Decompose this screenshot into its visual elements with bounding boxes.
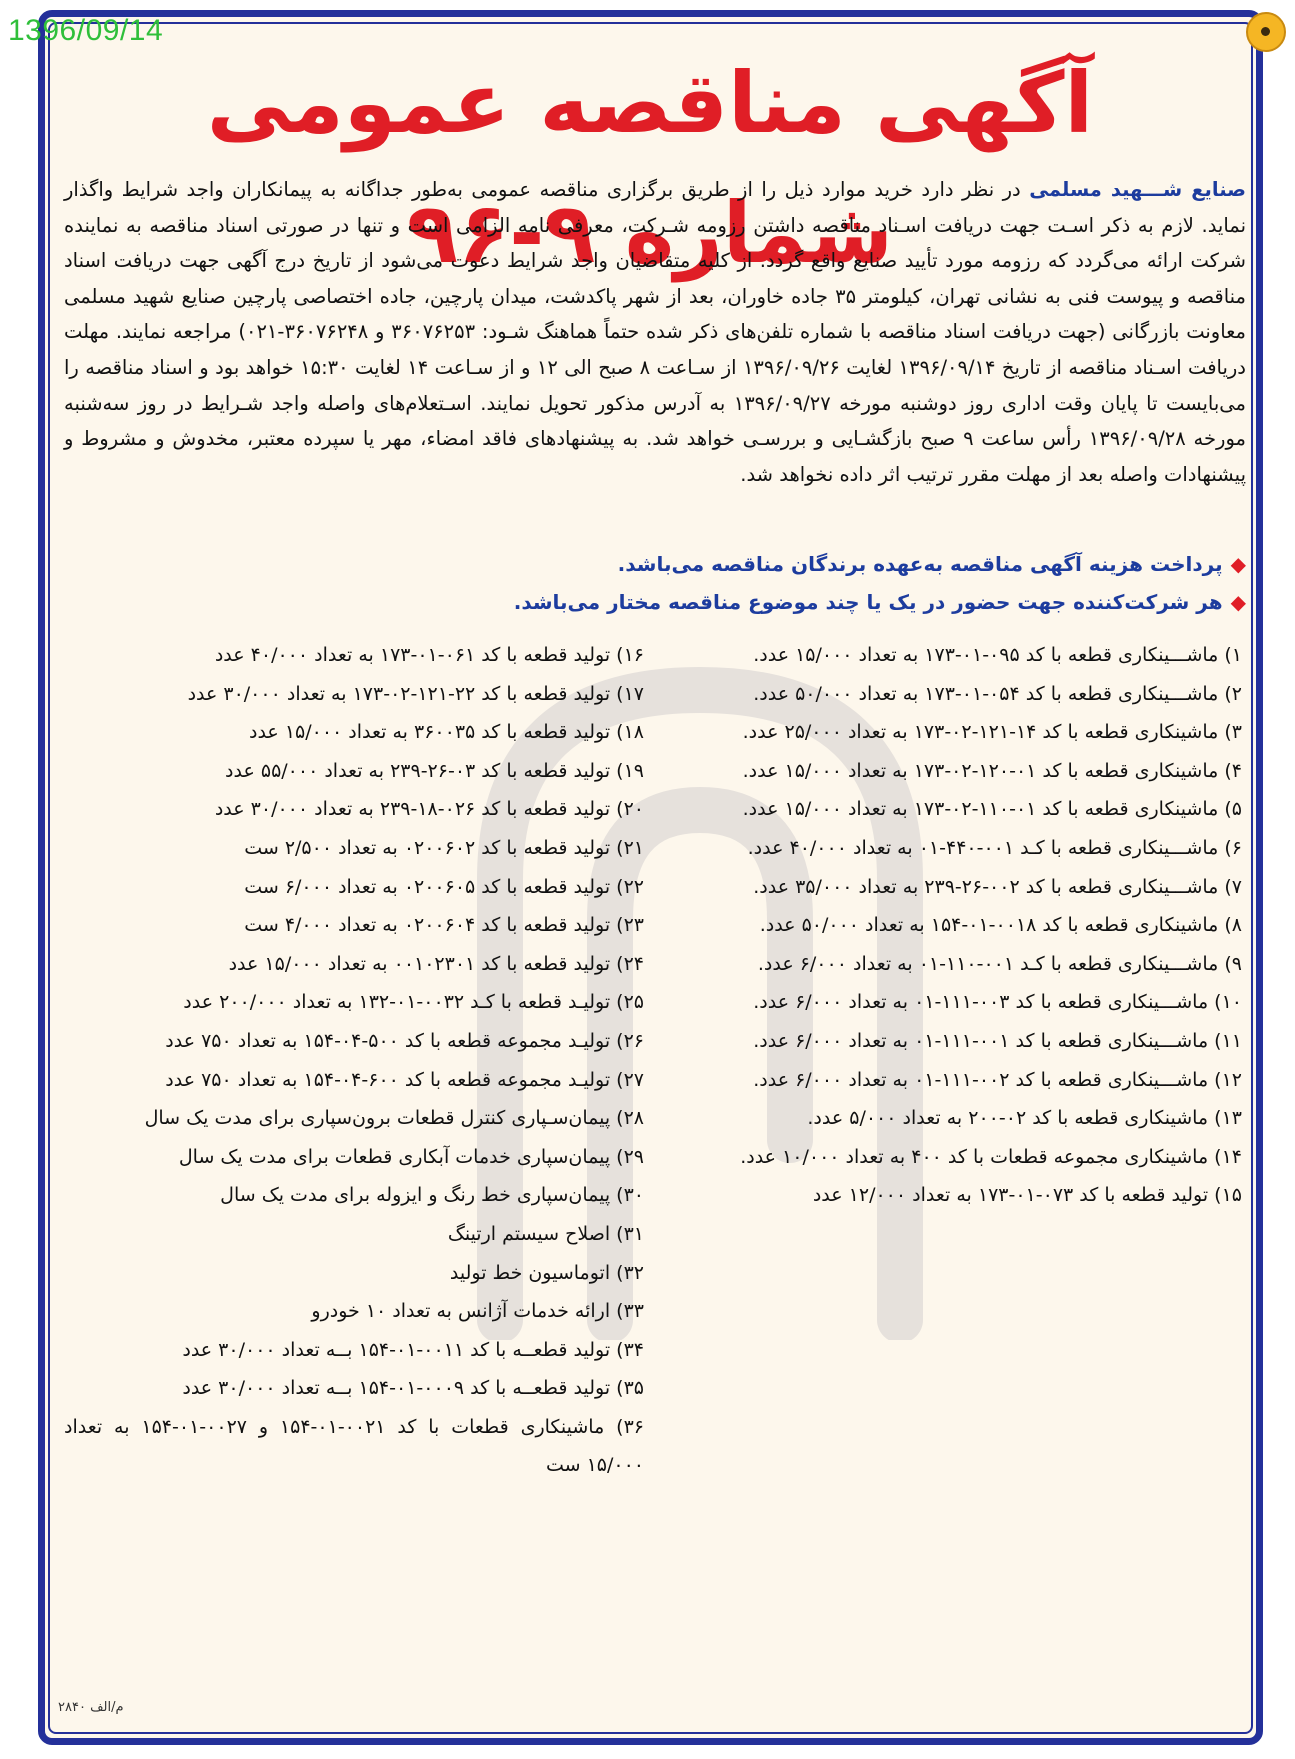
items-column-right xyxy=(670,636,1242,1215)
note-text: هر شرکت‌کننده جهت حضور در یک یا چند موضوع مناقصه مختار می‌باشد. xyxy=(513,590,1223,614)
tender-item: ۸) ماشینکاری قطعه با کد ۰۰۱۸-۰۱-۱۵۴ به تعداد ۵۰/۰۰۰ عدد. xyxy=(759,914,1242,937)
tender-item: ۱۴) ماشینکاری مجموعه قطعات با کد ۴۰۰ به تعداد ۱۰/۰۰۰ عدد. xyxy=(740,1145,1242,1168)
tender-item: ۱۹) تولید قطعه با کد ۰۳-۲۶-۲۳۹ به تعداد ۵۵/۰۰۰ عدد xyxy=(225,759,644,782)
notice-body xyxy=(64,172,1246,492)
tender-item: ۳) ماشینکاری قطعه با کد ۱۴-۱۲۱-۰۲-۱۷۳ به تعداد ۲۵/۰۰۰ عدد. xyxy=(742,721,1242,744)
tender-item: ۲۰) تولید قطعه با کد ۰۲۶-۱۸-۲۳۹ به تعداد ۳۰/۰۰۰ عدد xyxy=(214,798,644,821)
tender-item: ۳۲) اتوماسیون خط تولید xyxy=(449,1261,644,1284)
diamond-bullet-icon: ◆ xyxy=(1230,590,1246,614)
tender-item: ۲۴) تولید قطعه با کد ۰۰۱۰۲۳۰۱ به تعداد ۱۵/۰۰۰ عدد xyxy=(228,952,644,975)
tender-item: ۳۴) تولید قطعــه با کد ۰۰۱۱-۰۱-۱۵۴ بــه تعداد ۳۰/۰۰۰ عدد xyxy=(182,1338,644,1361)
tender-item: ۲۵) تولیـد قطعه با کـد ۰۰۳۲-۰۱-۱۳۲ به تعداد ۲۰۰/۰۰۰ عدد xyxy=(183,991,644,1014)
tender-item: ۳۶) ماشینکاری قطعات با کد ۰۰۲۱-۰۱-۱۵۴ و ۰۰۲۷-۰۱-۱۵۴ به تعداد ۱۵/۰۰۰ ست xyxy=(64,1415,644,1477)
note-text: پرداخت هزینه آگهی مناقصه به‌عهده برندگان مناقصه می‌باشد. xyxy=(617,552,1223,576)
company-name: صنایع شـــهید مسلمی xyxy=(1029,178,1246,201)
tender-item: ۱۰) ماشـــینکاری قطعه با کد ۰۰۳-۱۱۱-۰۱ به تعداد ۶/۰۰۰ عدد. xyxy=(753,991,1242,1014)
pin-icon xyxy=(1246,12,1286,52)
diamond-bullet-icon: ◆ xyxy=(1230,552,1246,576)
tender-item: ۲) ماشـــینکاری قطعه با کد ۰۵۴-۰۱-۱۷۳ به تعداد ۵۰/۰۰۰ عدد. xyxy=(753,682,1242,705)
tender-item: ۵) ماشینکاری قطعه با کد ۰۱-۱۱۰-۰۲-۱۷۳ به تعداد ۱۵/۰۰۰ عدد. xyxy=(742,798,1242,821)
tender-item: ۲۲) تولید قطعه با کد ۰۲۰۰۶۰۵ به تعداد ۶/۰۰۰ ست xyxy=(244,875,644,898)
tender-item: ۱) ماشـــینکاری قطعه با کد ۰۹۵-۰۱-۱۷۳ به تعداد ۱۵/۰۰۰ عدد. xyxy=(753,644,1242,666)
tender-item: ۲۷) تولیـد مجموعه قطعه با کد ۶۰۰-۰۴-۱۵۴ به تعداد ۷۵۰ عدد xyxy=(165,1068,644,1091)
date-stamp: 1396/09/14 xyxy=(8,14,164,47)
tender-item: ۲۳) تولید قطعه با کد ۰۲۰۰۶۰۴ به تعداد ۴/۰۰۰ ست xyxy=(244,914,644,937)
tender-item: ۱۱) ماشـــینکاری قطعه با کد ۰۰۱-۱۱۱-۰۱ به تعداد ۶/۰۰۰ عدد. xyxy=(753,1029,1242,1052)
note-item xyxy=(64,546,1246,582)
tender-item: ۲۱) تولید قطعه با کد ۰۲۰۰۶۰۲ به تعداد ۲/۵۰۰ ست xyxy=(244,836,644,859)
tender-item: ۱۵) تولید قطعه با کد ۰۷۳-۰۱-۱۷۳ به تعداد ۱۲/۰۰۰ عدد xyxy=(812,1184,1242,1207)
items-column-left xyxy=(64,636,644,1485)
tender-item: ۲۸) پیمان‌سـپاری کنترل قطعات برون‌سپاری برای مدت یک سال xyxy=(144,1107,644,1130)
tender-item: ۳۱) اصلاح سیستم ارتینگ xyxy=(447,1222,644,1245)
tender-item: ۷) ماشـــینکاری قطعه با کد ۰۰۲-۲۶-۲۳۹ به تعداد ۳۵/۰۰۰ عدد. xyxy=(753,875,1242,898)
tender-item: ۱۳) ماشینکاری قطعه با کد ۰۲-۲۰۰ به تعداد ۵/۰۰۰ عدد. xyxy=(807,1107,1242,1130)
notice-body-text: در نظر دارد خرید موارد ذیل را از طریق برگزاری مناقصه عمومی به‌طور جداگانه به پیمانکاران واجد شرایط واگذار نماید. لازم به ذکر اسـت جهت دریافت اسـناد مناقصه داشتن رزومه شـرکت، معرفی نامه الزامی است و تنها در صورتی اسناد مناقصه به نماینده شرکت ارائه می‌گردد که رزومه مورد تأیید صنایع واقع گردد. از کلیه متقاضیان واجد شرایط دعوت می‌شود از تاریخ درج آگهی جهت دریافت اسناد مناقصه و پیوست فنی به نشانی تهران، کیلومتر ۳۵ جاده خاوران، بعد از شهر پاکدشت، میدان پارچین، جاده اختصاصی پارچین صنایع شهید مسلمی معاونت بازرگانی (جهت دریافت اسناد مناقصه با شماره تلفن‌های ذکر شده حتماً هماهنگ شـود: ۳۶۰۷۶۲۵۳ و ۳۶۰۷۶۲۴۸-۰۲۱) مراجعه نمایند. مهلت دریافت اسـناد مناقصه از تاریخ ۱۳۹۶/۰۹/۱۴ لغایت ۱۳۹۶/۰۹/۲۶ از سـاعت ۸ صبح الی ۱۲ و از سـاعت ۱۴ لغایت ۱۵:۳۰ خواهد بود و اسناد مناقصه را می‌بایست تا پایان وقت اداری روز دوشنبه مورخه ۱۳۹۶/۰۹/۲۷ به آدرس مذکور تحویل نمایند. اسـتعلام‌های واصله واجد شـرایط در روز سه‌شنبه مورخه ۱۳۹۶/۰۹/۲۸ رأس ساعت ۹ صبح بازگشـایی و بررسـی خواهد شد. به پیشنهادهای فاقد امضاء، مهر یا سپرده معتبر، مخدوش و مشروط و پیشنهادات واصله بعد از مهلت مقرر ترتیب اثر داده نخواهد شد. xyxy=(64,178,1247,486)
tender-item: ۹) ماشـــینکاری قطعه با کـد ۰۰۱-۱۱۰-۰۱ به تعداد ۶/۰۰۰ عدد. xyxy=(757,952,1242,975)
tender-item: ۶) ماشـــینکاری قطعه با کـد ۰۰۱-۴۴۰-۰۱ به تعداد ۴۰/۰۰۰ عدد. xyxy=(747,836,1242,859)
tender-item: ۱۲) ماشـــینکاری قطعه با کد ۰۰۲-۱۱۱-۰۱ به تعداد ۶/۰۰۰ عدد. xyxy=(753,1068,1242,1091)
tender-item: ۳۳) ارائه خدمات آژانس به تعداد ۱۰ خودرو xyxy=(311,1300,644,1323)
publication-ref: م/الف ۲۸۴۰ xyxy=(58,1700,124,1715)
note-item xyxy=(64,584,1246,620)
tender-item: ۱۶) تولید قطعه با کد ۰۶۱-۰۱-۱۷۳ به تعداد ۴۰/۰۰۰ عدد xyxy=(214,644,644,666)
tender-item: ۳۰) پیمان‌سپاری خط رنگ و ایزوله برای مدت یک سال xyxy=(220,1184,644,1207)
tender-item: ۲۹) پیمان‌سپاری خدمات آبکاری قطعات برای مدت یک سال xyxy=(178,1145,644,1168)
tender-item: ۲۶) تولیـد مجموعه قطعه با کد ۵۰۰-۰۴-۱۵۴ به تعداد ۷۵۰ عدد xyxy=(165,1029,644,1052)
notice-title: آگهی مناقصه عمومی شماره ۹-۹۶ xyxy=(206,54,1094,282)
tender-item: ۳۵) تولید قطعــه با کد ۰۰۰۹-۰۱-۱۵۴ بــه تعداد ۳۰/۰۰۰ عدد xyxy=(182,1377,644,1400)
tender-item: ۴) ماشینکاری قطعه با کد ۰۱-۱۲۰-۰۲-۱۷۳ به تعداد ۱۵/۰۰۰ عدد. xyxy=(742,759,1242,782)
tender-item: ۱۷) تولید قطعه با کد ۲۲-۱۲۱-۰۲-۱۷۳ به تعداد ۳۰/۰۰۰ عدد xyxy=(187,682,644,705)
tender-item: ۱۸) تولید قطعه با کد ۳۶۰۰۳۵ به تعداد ۱۵/۰۰۰ عدد xyxy=(249,721,644,744)
